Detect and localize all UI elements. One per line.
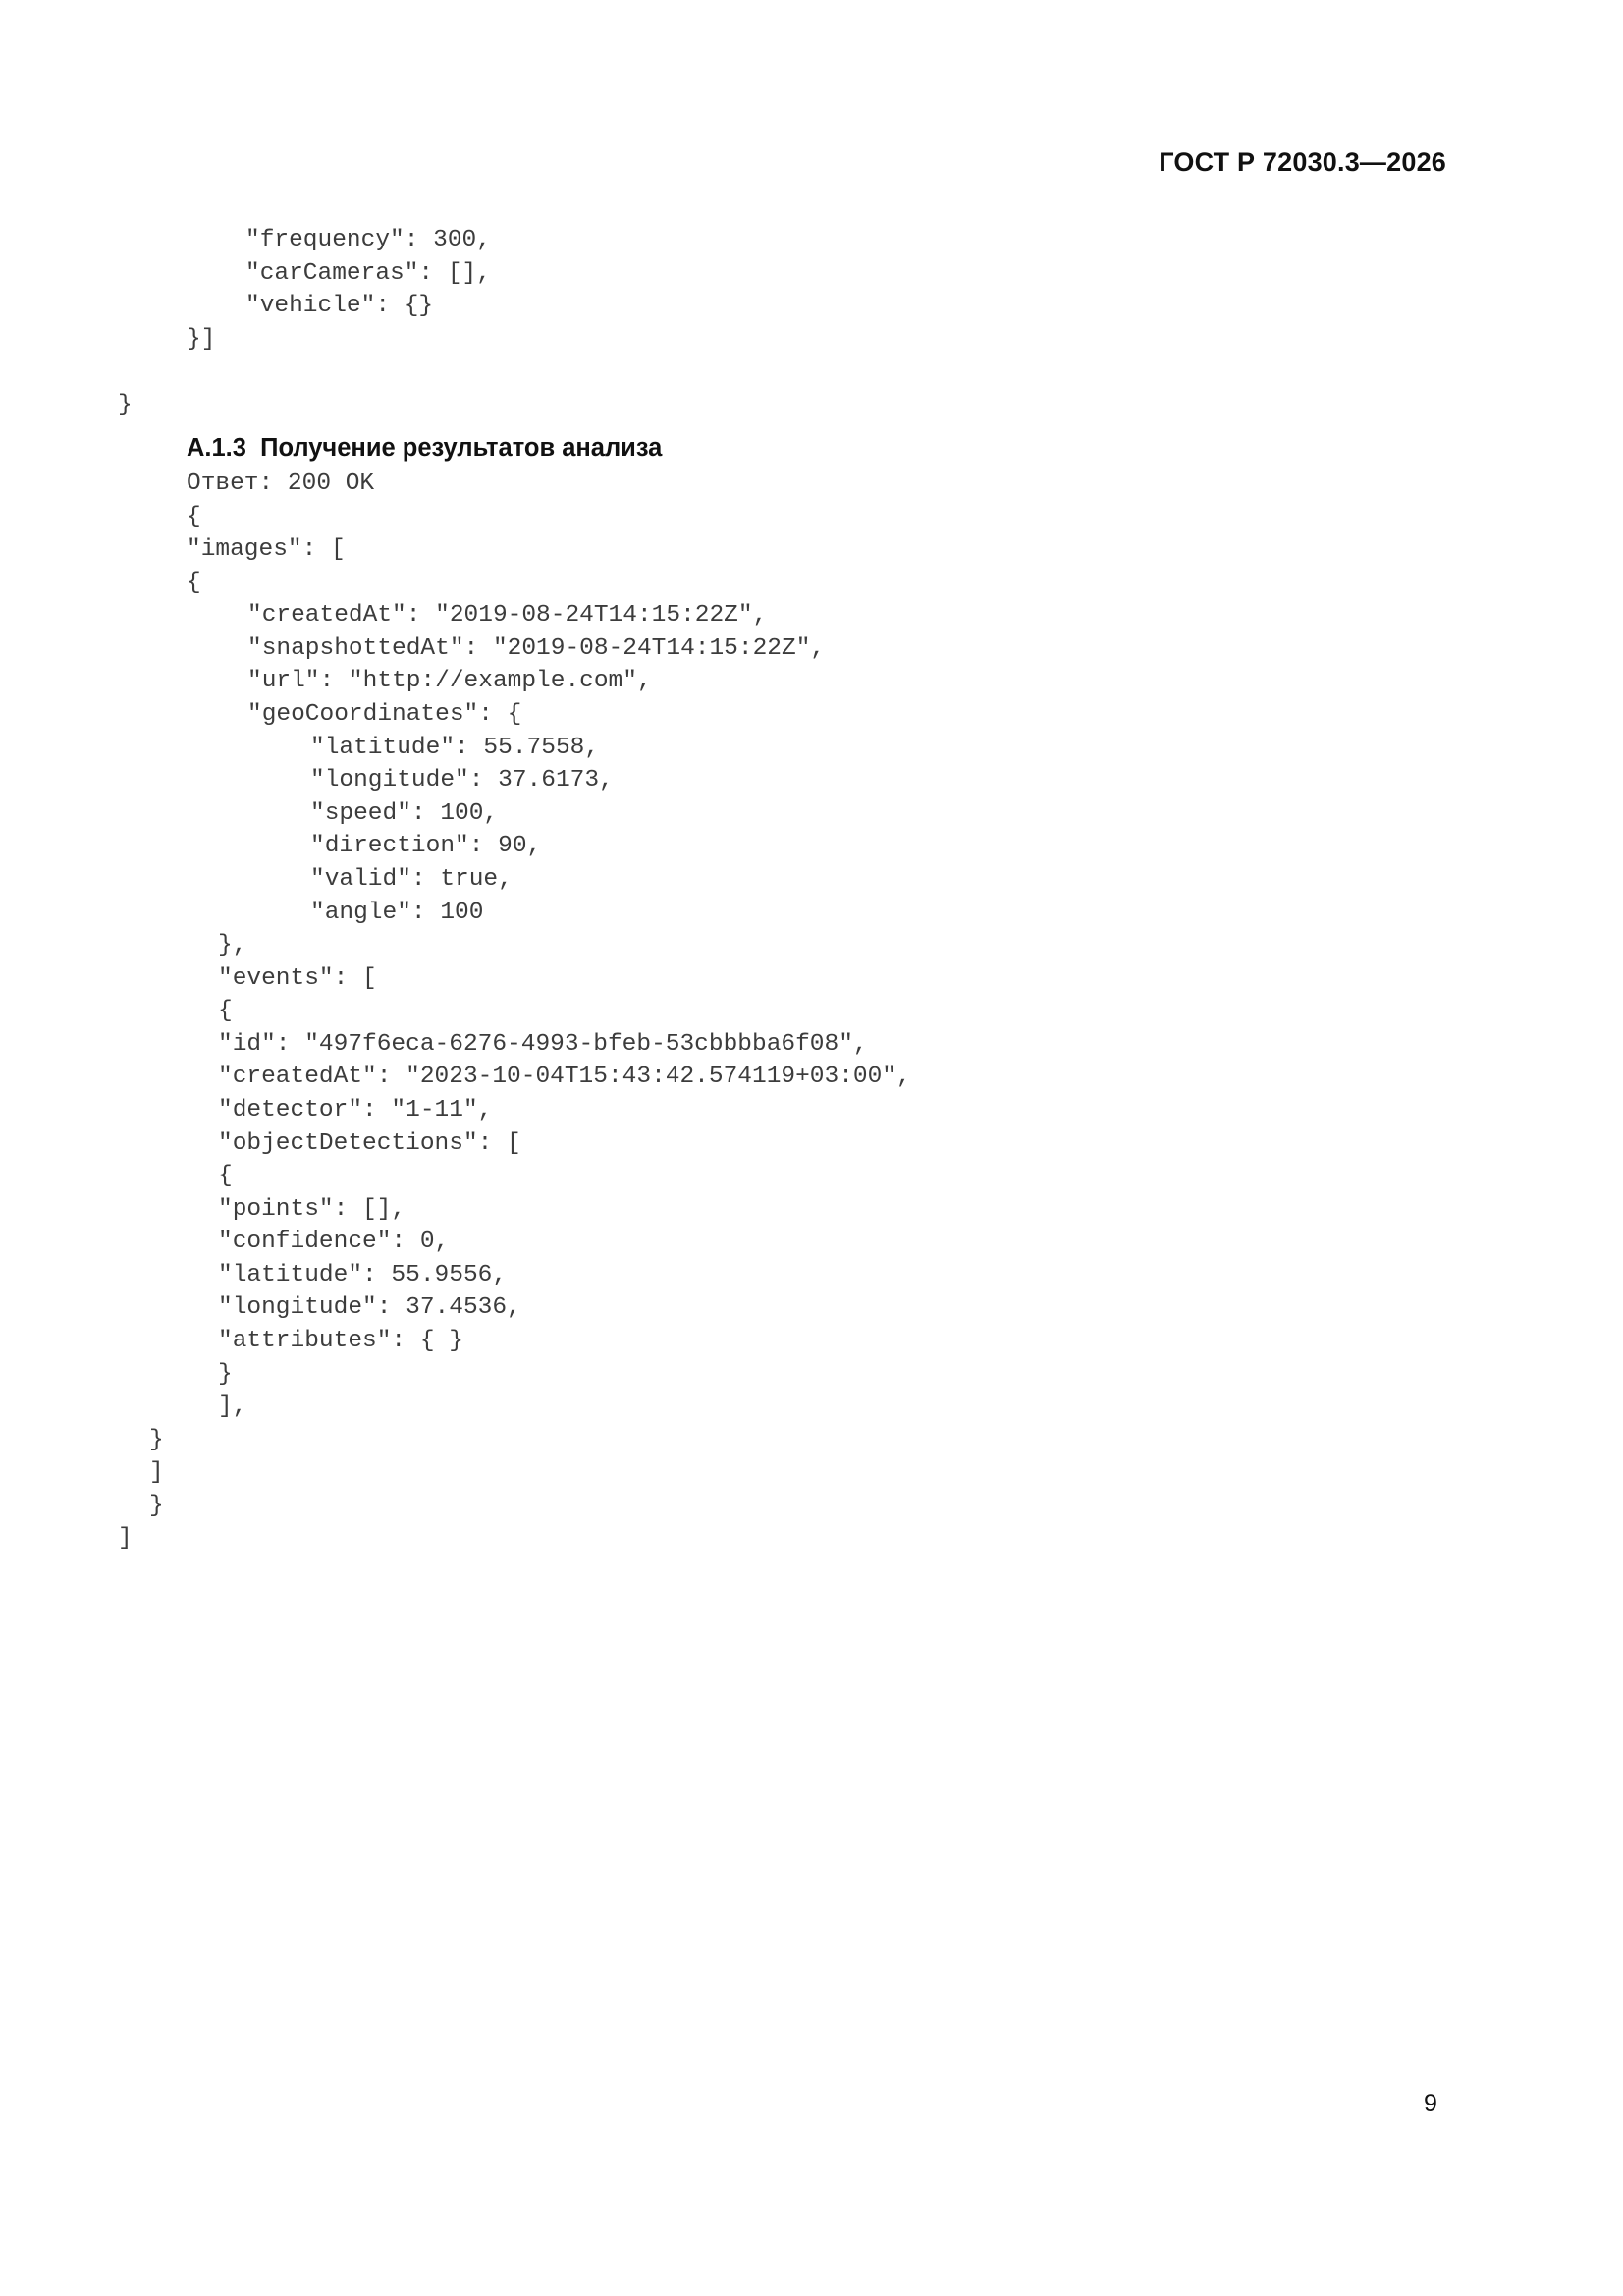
code-line: { <box>218 998 233 1024</box>
code-line: } <box>149 1427 164 1453</box>
code-line: Ответ: 200 OK <box>187 470 375 497</box>
code-line: { <box>187 504 201 530</box>
code-line: "images": [ <box>187 536 346 563</box>
document-number-header: ГОСТ Р 72030.3—2026 <box>1159 147 1446 177</box>
code-line: } <box>218 1361 233 1388</box>
code-line: "detector": "1-11", <box>218 1097 493 1123</box>
code-line: "geoCoordinates": { <box>247 701 522 728</box>
code-line: "objectDetections": [ <box>218 1130 521 1157</box>
code-line: "events": [ <box>218 965 377 992</box>
page-number: 9 <box>1424 2090 1437 2117</box>
code-line: "snapshottedAt": "2019-08-24T14:15:22Z", <box>247 635 826 662</box>
code-line: "latitude": 55.9556, <box>218 1262 508 1288</box>
code-line: "longitude": 37.6173, <box>310 767 614 793</box>
code-line: "carCameras": [], <box>245 260 491 287</box>
code-line: ] <box>149 1459 164 1486</box>
code-line: ] <box>118 1525 133 1552</box>
code-line: "createdAt": "2023-10-04T15:43:42.574119+03:00", <box>218 1064 911 1090</box>
code-line: "points": [], <box>218 1196 406 1223</box>
code-line: "attributes": { } <box>218 1328 463 1354</box>
code-line: ], <box>218 1394 247 1420</box>
code-line: "vehicle": {} <box>245 293 434 319</box>
code-line: { <box>218 1163 233 1189</box>
code-line: } <box>118 392 133 418</box>
code-line: "createdAt": "2019-08-24T14:15:22Z", <box>247 602 768 629</box>
code-line: "latitude": 55.7558, <box>310 735 600 761</box>
code-line: "frequency": 300, <box>245 227 491 253</box>
code-line: } <box>149 1493 164 1519</box>
code-line: { <box>187 570 201 596</box>
code-line: "id": "497f6eca-6276-4993-bfeb-53cbbbba6f08", <box>218 1031 868 1058</box>
code-line: }, <box>218 932 247 958</box>
code-line: "valid": true, <box>310 866 513 893</box>
code-line: "confidence": 0, <box>218 1229 450 1255</box>
code-line: "url": "http://example.com", <box>247 668 652 694</box>
code-line: "direction": 90, <box>310 833 542 859</box>
code-line: "angle": 100 <box>310 900 484 926</box>
section-heading: А.1.3 Получение результатов анализа <box>187 434 663 462</box>
code-line: }] <box>187 326 216 353</box>
code-line: "speed": 100, <box>310 800 499 827</box>
code-line: "longitude": 37.4536, <box>218 1294 521 1321</box>
